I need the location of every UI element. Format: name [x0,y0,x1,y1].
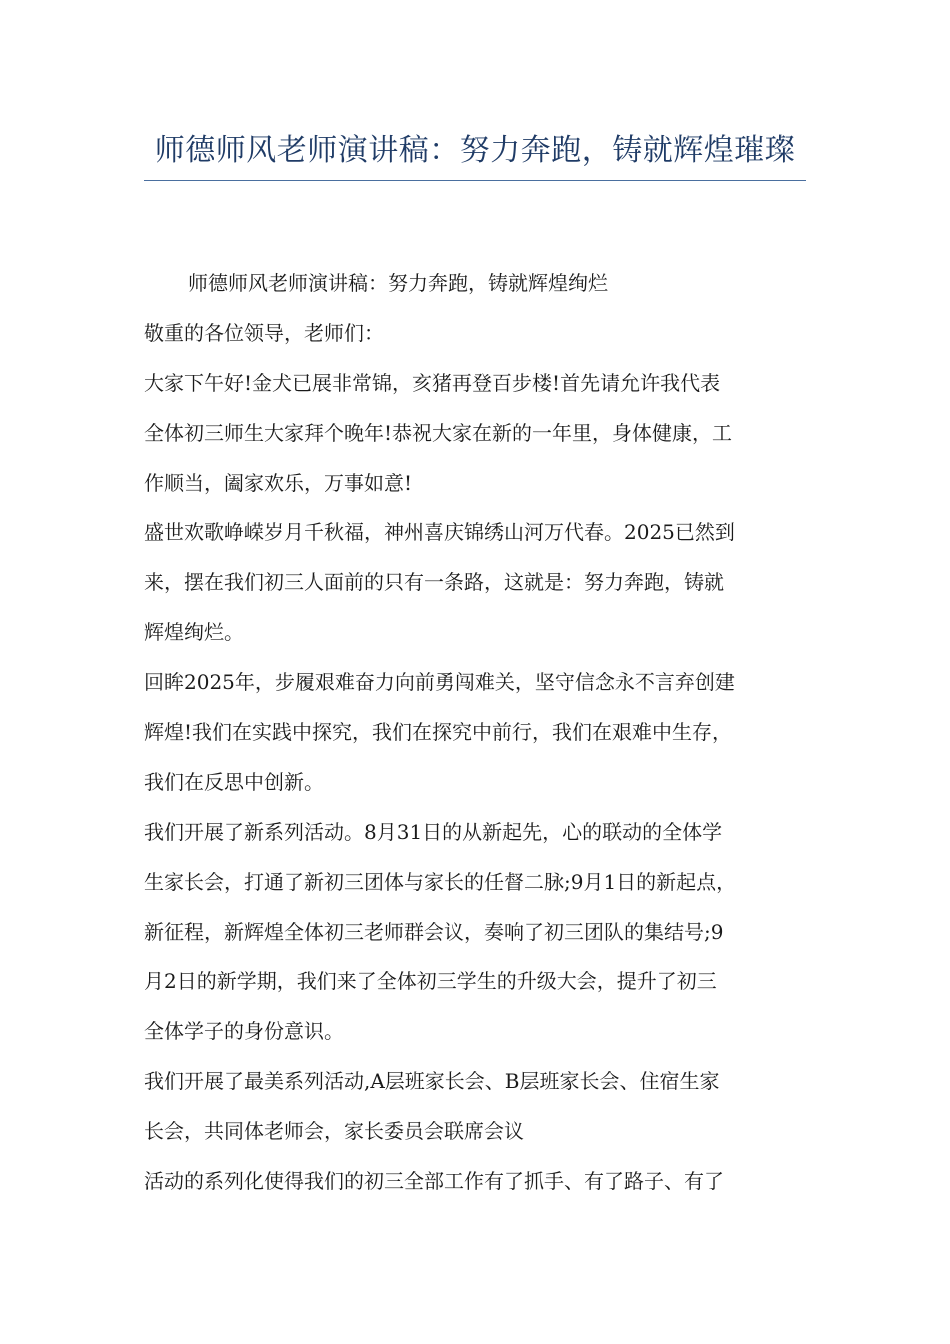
body-line: 我们开展了最美系列活动,A层班家长会、B层班家长会、住宿生家 [144,1069,720,1094]
body-line: 作顺当，阖家欢乐，万事如意! [144,470,413,495]
body-line: 回眸2025年，步履艰难奋力向前勇闯难关，坚守信念永不言弃创建 [144,670,735,695]
body-line: 活动的系列化使得我们的初三全部工作有了抓手、有了路子、有了 [144,1169,724,1194]
body-line: 我们在反思中创新。 [144,769,324,794]
body-line: 师德师风老师演讲稿：努力奔跑，铸就辉煌绚烂 [188,271,608,295]
body-line: 我们开展了新系列活动。8月31日的从新起先，心的联动的全体学 [144,819,723,844]
title-underline [144,180,806,181]
body-line: 辉煌绚烂。 [144,620,244,645]
body-line: 大家下午好!金犬已展非常锦，亥猪再登百步楼!首先请允许我代表 [144,370,721,395]
body-line: 长会，共同体老师会，家长委员会联席会议 [144,1119,524,1144]
body-line: 全体初三师生大家拜个晚年!恭祝大家在新的一年里，身体健康，工 [144,420,733,445]
body-line: 生家长会，打通了新初三团体与家长的任督二脉;9月1日的新起点， [144,869,737,894]
body-line: 来，摆在我们初三人面前的只有一条路，这就是：努力奔跑，铸就 [144,570,724,595]
body-line: 敬重的各位领导，老师们： [144,320,384,345]
document-title: 师德师风老师演讲稿：努力奔跑，铸就辉煌璀璨 [154,133,796,168]
body-line: 盛世欢歌峥嵘岁月千秋福，神州喜庆锦绣山河万代春。2025已然到 [144,520,735,545]
body-line: 辉煌!我们在实践中探究，我们在探究中前行，我们在艰难中生存， [144,720,733,745]
body-line: 月2日的新学期，我们来了全体初三学生的升级大会，提升了初三 [144,969,717,994]
body-line: 新征程，新辉煌全体初三老师群会议，奏响了初三团队的集结号;9 [144,919,724,944]
body-line: 全体学子的身份意识。 [144,1019,344,1044]
document-body [144,265,814,1213]
